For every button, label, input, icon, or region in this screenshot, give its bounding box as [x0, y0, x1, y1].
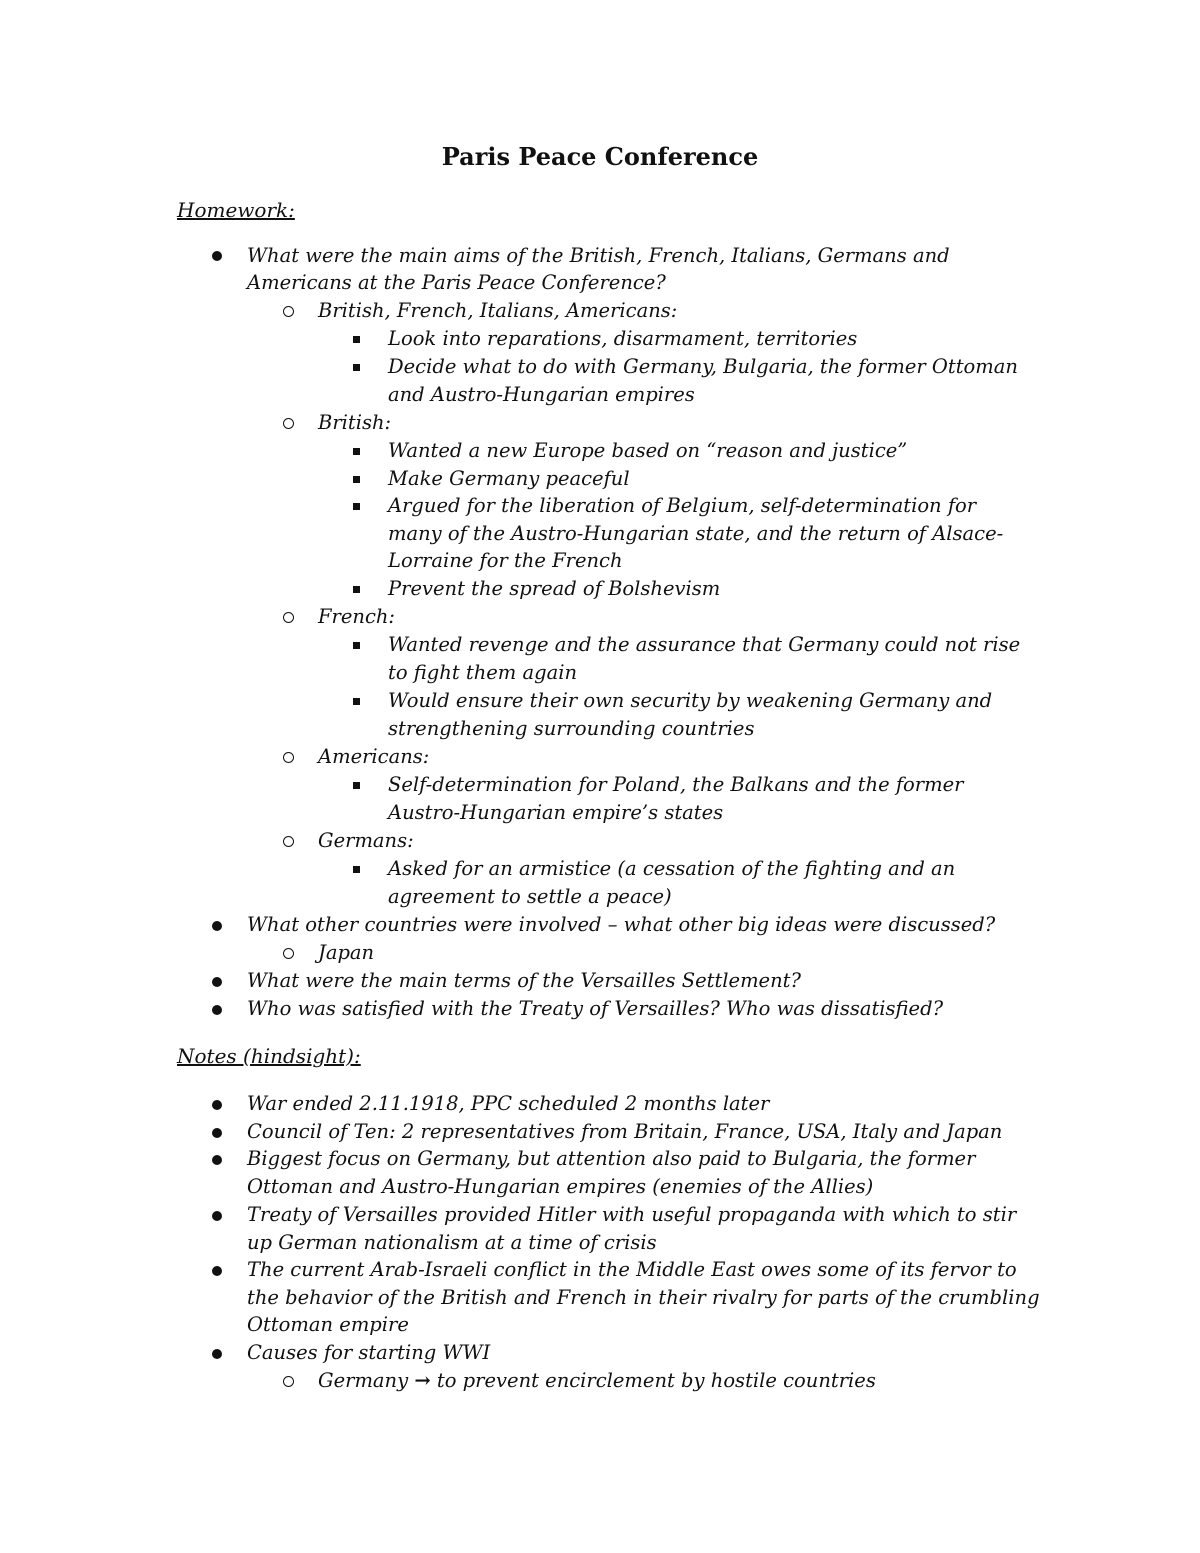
- bullet-circle: [283, 418, 294, 429]
- bullet-circle: [283, 836, 294, 847]
- british-item-4: Prevent the spread of Bolshevism: [388, 577, 721, 600]
- bullet-circle: [283, 1376, 294, 1387]
- note-4-line-2: up German nationalism at a time of crisis: [247, 1231, 657, 1254]
- question-3: What were the main terms of the Versailles Settlement?: [247, 969, 801, 992]
- question-2: What other countries were involved – what other big ideas were discussed?: [247, 913, 996, 936]
- bullet-circle: [283, 306, 294, 317]
- british-item-3-line-1: Argued for the liberation of Belgium, self-determination for: [388, 494, 977, 517]
- arrow-right-icon: →: [414, 1369, 431, 1392]
- bullet-circle: [283, 612, 294, 623]
- page-title: Paris Peace Conference: [441, 142, 759, 171]
- note-5-line-2: the behavior of the British and French in their rivalry for parts of the crumbling: [247, 1286, 1040, 1309]
- notes-heading: Notes (hindsight):: [177, 1044, 361, 1068]
- bullet-square: [353, 698, 360, 705]
- homework-heading: Homework:: [177, 198, 295, 222]
- germans-item-1-line-1: Asked for an armistice (a cessation of the fighting and an: [388, 857, 956, 880]
- bullet-circle: [283, 948, 294, 959]
- causes-country: Germany: [318, 1369, 409, 1392]
- causes-sub-item: [318, 1367, 876, 1395]
- bullet-dot: [212, 977, 222, 987]
- note-1: War ended 2.11.1918, PPC scheduled 2 months later: [247, 1092, 770, 1115]
- french-item-1-line-2: to fight them again: [388, 661, 578, 684]
- bullet-square: [353, 364, 360, 371]
- french-item-2-line-1: Would ensure their own security by weakening Germany and: [388, 689, 993, 712]
- group-label-germans: Germans:: [318, 829, 414, 852]
- bullet-square: [353, 782, 360, 789]
- allies-item-1: Look into reparations, disarmament, territories: [388, 327, 858, 350]
- note-5-line-1: The current Arab-Israeli conflict in the Middle East owes some of its fervor to: [247, 1258, 1017, 1281]
- group-label-allies: British, French, Italians, Americans:: [318, 299, 678, 322]
- british-item-3-line-2: many of the Austro-Hungarian state, and the return of Alsace-: [388, 522, 1004, 545]
- note-3-line-1: Biggest focus on Germany, but attention also paid to Bulgaria, the former: [247, 1147, 976, 1170]
- bullet-square: [353, 642, 360, 649]
- group-label-americans: Americans:: [318, 745, 430, 768]
- question-1-line-1: What were the main aims of the British, French, Italians, Germans and: [247, 244, 950, 267]
- bullet-dot: [212, 1100, 222, 1110]
- note-4-line-1: Treaty of Versailles provided Hitler with useful propaganda with which to stir: [247, 1203, 1017, 1226]
- group-label-british: British:: [318, 411, 392, 434]
- bullet-square: [353, 336, 360, 343]
- bullet-circle: [283, 752, 294, 763]
- bullet-square: [353, 586, 360, 593]
- allies-item-2-line-2: and Austro-Hungarian empires: [388, 383, 695, 406]
- french-item-2-line-2: strengthening surrounding countries: [388, 717, 755, 740]
- bullet-square: [353, 866, 360, 873]
- bullet-dot: [212, 1155, 222, 1165]
- bullet-square: [353, 476, 360, 483]
- question-1-line-2: Americans at the Paris Peace Conference?: [247, 271, 666, 294]
- americans-item-1-line-2: Austro-Hungarian empire’s states: [388, 801, 724, 824]
- note-2: Council of Ten: 2 representatives from Britain, France, USA, Italy and Japan: [247, 1120, 1003, 1143]
- group-label-french: French:: [318, 605, 396, 628]
- bullet-dot: [212, 1128, 222, 1138]
- bullet-dot: [212, 1005, 222, 1015]
- americans-item-1-line-1: Self-determination for Poland, the Balkans and the former: [388, 773, 964, 796]
- british-item-3-line-3: Lorraine for the French: [388, 549, 623, 572]
- allies-item-2-line-1: Decide what to do with Germany, Bulgaria, the former Ottoman: [388, 355, 1018, 378]
- bullet-dot: [212, 1211, 222, 1221]
- note-5-line-3: Ottoman empire: [247, 1313, 409, 1336]
- bullet-dot: [212, 1349, 222, 1359]
- bullet-square: [353, 448, 360, 455]
- causes-reason: to prevent encirclement by hostile countries: [436, 1369, 876, 1392]
- bullet-dot: [212, 921, 222, 931]
- bullet-dot: [212, 1266, 222, 1276]
- question-2-sub: Japan: [318, 941, 375, 964]
- french-item-1-line-1: Wanted revenge and the assurance that Germany could not rise: [388, 633, 1021, 656]
- bullet-square: [353, 503, 360, 510]
- british-item-1: Wanted a new Europe based on “reason and justice”: [388, 439, 908, 462]
- note-6: Causes for starting WWI: [247, 1341, 491, 1364]
- british-item-2: Make Germany peaceful: [388, 467, 630, 490]
- germans-item-1-line-2: agreement to settle a peace): [388, 885, 672, 908]
- question-4: Who was satisfied with the Treaty of Versailles? Who was dissatisfied?: [247, 997, 944, 1020]
- note-3-line-2: Ottoman and Austro-Hungarian empires (enemies of the Allies): [247, 1175, 874, 1198]
- bullet-dot: [212, 251, 222, 261]
